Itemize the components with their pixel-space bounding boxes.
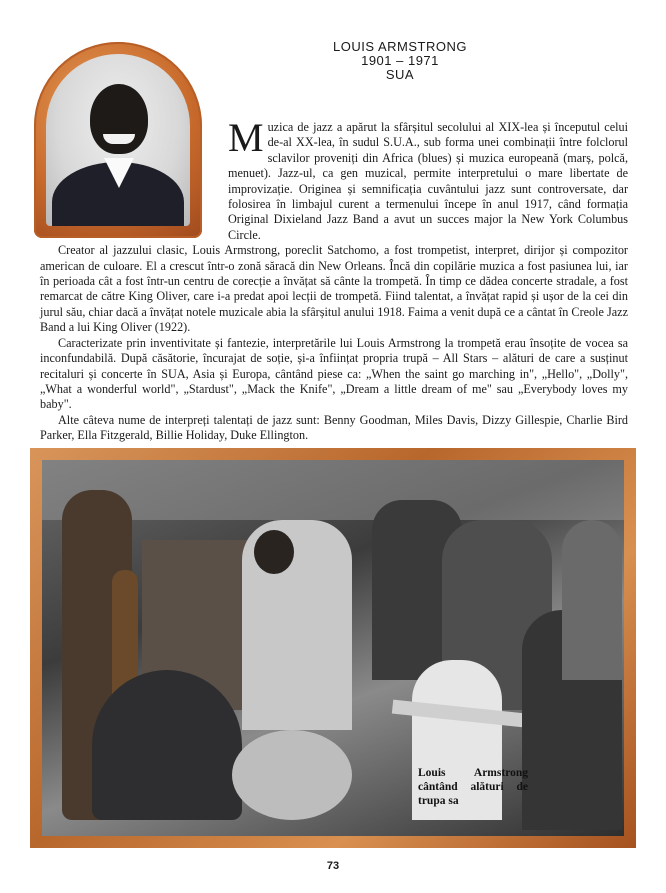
band-photo (42, 460, 624, 836)
paragraph-1 (40, 115, 628, 243)
paragraph-2: Creator al jazzului clasic, Louis Armstrong, poreclit Satchomo, a fost trompetist, interpret, dirijor și compozitor american de culoare. El a crescut într-o zonă săracă din New Orleans. Încă din copilărie muzica a fost pasiunea lui, iar în perioada cât a fost într-un centru de corecție a învățat să cânte la trompetă. În timp ce dădea concerte stradale, a fost remarcat de către King Oliver, care i-a predat apoi lecții de trompetă. Fiind talentat, a învățat rapid și ușor de la cei din jurul său, chiar dacă a învățat notele muzicale abia la sfârșitul anului 1918. Faima a venit după ce a cântat în Creole Jazz Band a lui King Oliver (1922). (40, 243, 628, 335)
band-photo-frame (30, 448, 636, 848)
photo-drummer (92, 670, 242, 820)
page-number: 73 (326, 860, 340, 872)
article-title (315, 40, 485, 82)
photo-caption: Louis Armstrong cântând alături de trupa sa (418, 767, 528, 807)
paragraph-1-text: uzica de jazz a apărut la sfârșitul secolului al XIX-lea și începutul celui de-al XX-lea, în sudul S.U.A., sub forma unei combinații între folclorul sclavilor proveniți din Africa (blues) și muzica europeană (marș, polcă, menuet). Jazz-ul, ca gen muzical, permite interpretului o mare libertate de improvizație. Originea și semnificația cuvântului jazz sunt controversate, dar folosirea în limbajul curent a termenului începe în anul 1917, când formația Original Dixieland Jazz Band a avut un succes major la New York Columbus Circle. (228, 120, 628, 242)
title-name: LOUIS ARMSTRONG (333, 39, 467, 54)
title-years: 1901 – 1971 (361, 53, 439, 68)
article-body (40, 115, 628, 444)
dropcap: M (228, 115, 264, 160)
paragraph-3: Caracterizate prin inventivitate și fantezie, interpretările lui Louis Armstrong la trompetă erau însoțite de vocea sa inconfundabilă. După căsătorie, încurajat de soție, și-a înființat propria trupă – All Stars – alături de care a susținut recitaluri și concerte în SUA, Asia și Europa, cântând piese ca: „When the saint go marching in", „Hello", „Dolly", „What a wonderful world", „Stardust", „Mack the Knife", „Dream a little dream of me" sau „Everybody loves my baby". (40, 335, 628, 412)
paragraph-4: Alte câteva nume de interpreți talentați de jazz sunt: Benny Goodman, Miles Davis, Dizzy Gillespie, Charlie Bird Parker, Ella Fitzgerald, Billie Holiday, Duke Ellington. (40, 412, 628, 443)
photo-drum (232, 730, 352, 820)
title-country: SUA (385, 67, 415, 82)
photo-musician-right (562, 520, 622, 680)
photo-singer-head (254, 530, 294, 574)
